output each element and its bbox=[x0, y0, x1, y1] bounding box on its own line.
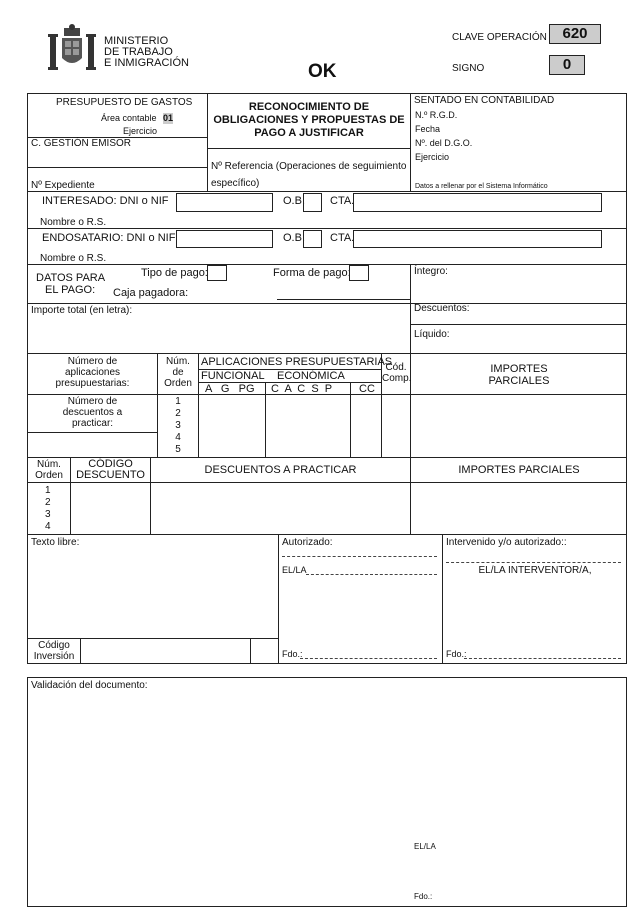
ministry-line-2: DE TRABAJO bbox=[104, 46, 173, 58]
desc-importes-parciales: IMPORTES PARCIALES bbox=[458, 464, 580, 476]
ministry-line-1: MINISTERIO bbox=[104, 35, 169, 47]
desc-num-orden-1: Núm. bbox=[37, 459, 61, 470]
sentado-label: SENTADO EN CONTABILIDAD bbox=[414, 95, 555, 106]
tipo-pago-label: Tipo de pago: bbox=[141, 267, 208, 279]
interesado-cta-field[interactable] bbox=[353, 193, 602, 212]
endosatario-cta-label: CTA. bbox=[330, 232, 355, 244]
texto-libre-label: Texto libre: bbox=[31, 537, 80, 548]
forma-pago-field[interactable] bbox=[349, 265, 369, 281]
datos-pago-label-2: EL PAGO: bbox=[45, 284, 96, 296]
codigo-descuento-2: DESCUENTO bbox=[76, 469, 145, 481]
liquido-label: Líquido: bbox=[414, 329, 450, 340]
aplicaciones-title: APLICACIONES PRESUPUESTARIAS bbox=[201, 356, 393, 368]
rgd-label: N.º R.G.D. bbox=[415, 110, 458, 120]
dgo-label: Nº. del D.G.O. bbox=[415, 138, 473, 148]
importes-parciales-label-1: IMPORTES bbox=[490, 363, 548, 375]
datos-pago-label-1: DATOS PARA bbox=[36, 272, 106, 284]
codigo-inversion-2: Inversión bbox=[33, 651, 75, 662]
funcional-cols: A G PG bbox=[205, 383, 255, 395]
interesado-cta-label: CTA. bbox=[330, 195, 355, 207]
form-title-line-3: PAGO A JUSTIFICAR bbox=[254, 127, 364, 139]
aplic-order-2: 2 bbox=[175, 408, 181, 419]
area-contable-label: Área contable bbox=[101, 113, 157, 123]
num-aplic-label-2: aplicaciones bbox=[64, 367, 121, 378]
aplic-order-5: 5 bbox=[175, 444, 181, 455]
importe-letra-label: Importe total (en letra): bbox=[31, 305, 133, 316]
endosatario-cta-field[interactable] bbox=[353, 230, 602, 248]
validacion-ella: EL/LA bbox=[414, 842, 436, 851]
economica-label: ECONÓMICA bbox=[277, 370, 345, 382]
codigo-inversion-1: Código bbox=[38, 640, 70, 651]
fecha-label: Fecha bbox=[415, 124, 441, 134]
num-desc-label-2: descuentos a bbox=[62, 407, 123, 418]
clave-operacion-label: CLAVE OPERACIÓN bbox=[452, 32, 547, 43]
interesado-label: INTERESADO: DNI o NIF bbox=[42, 195, 169, 207]
ministry-line-3: E INMIGRACIÓN bbox=[104, 57, 189, 69]
codigo-descuento-1: CÓDIGO bbox=[88, 458, 133, 470]
cc-label: CC bbox=[359, 383, 375, 395]
aplic-order-1: 1 bbox=[175, 396, 181, 407]
gestion-emisor-label: C. GESTIÓN EMISOR bbox=[31, 138, 132, 149]
cod-comp-label-1: Cód. bbox=[385, 362, 407, 373]
interventor-label: EL/LA INTERVENTOR/A, bbox=[478, 565, 592, 576]
desc-order-1: 1 bbox=[45, 485, 51, 496]
integro-label: Íntegro: bbox=[414, 266, 448, 277]
economica-cols: C A C S P bbox=[271, 383, 333, 395]
validacion-label: Validación del documento: bbox=[31, 680, 148, 691]
num-aplic-label-1: Número de bbox=[67, 356, 118, 367]
ejercicio-r-label: Ejercicio bbox=[415, 152, 450, 162]
validacion-fdo: Fdo.: bbox=[414, 892, 433, 901]
signo-label: SIGNO bbox=[452, 63, 485, 74]
ministry-logo bbox=[48, 24, 96, 74]
aplic-order-3: 3 bbox=[175, 420, 181, 431]
forma-pago-label: Forma de pago: bbox=[273, 267, 351, 279]
autorizado-ella: EL/LA bbox=[282, 565, 307, 575]
importes-parciales-label-2: PARCIALES bbox=[488, 375, 550, 387]
endosatario-ob-label: O.B. bbox=[283, 232, 306, 244]
datos-sistema-label: Datos a rellenar por el Sistema Informático bbox=[415, 183, 548, 190]
num-orden-label-3: Orden bbox=[164, 378, 192, 389]
signo-value: 0 bbox=[549, 55, 585, 75]
interesado-nombre-label: Nombre o R.S. bbox=[40, 217, 107, 228]
intervenido-label: Intervenido y/o autorizado:: bbox=[446, 537, 567, 548]
area-contable-value: 01 bbox=[163, 113, 174, 123]
ok-mark: OK bbox=[308, 61, 337, 82]
form-title-line-1: RECONOCIMIENTO DE bbox=[248, 101, 370, 113]
referencia-label-1: Nº Referencia (Operaciones de seguimiento bbox=[211, 161, 407, 172]
interesado-nif-field[interactable] bbox=[176, 193, 273, 212]
interventor-fdo: Fdo.: bbox=[446, 649, 467, 659]
clave-operacion-value: 620 bbox=[549, 24, 601, 44]
num-desc-label-3: practicar: bbox=[71, 418, 114, 429]
caja-pagadora-label: Caja pagadora: bbox=[113, 287, 189, 299]
aplic-order-4: 4 bbox=[175, 432, 181, 443]
interesado-ob-label: O.B. bbox=[283, 195, 306, 207]
num-orden-label-2: de bbox=[172, 367, 184, 378]
ejercicio-label: Ejercicio bbox=[123, 126, 158, 136]
validacion-box[interactable] bbox=[27, 677, 627, 907]
endosatario-nombre-label: Nombre o R.S. bbox=[40, 253, 107, 264]
tipo-pago-field[interactable] bbox=[207, 265, 227, 281]
endosatario-ob-field[interactable] bbox=[303, 230, 322, 248]
desc-num-orden-2: Orden bbox=[35, 470, 63, 481]
num-aplic-label-3: presupuestarias: bbox=[55, 378, 130, 389]
referencia-label-2: específico) bbox=[211, 178, 260, 189]
descuentos-label: Descuentos: bbox=[414, 303, 470, 314]
presupuesto-label: PRESUPUESTO DE GASTOS bbox=[56, 97, 193, 108]
autorizado-fdo: Fdo.: bbox=[282, 649, 303, 659]
funcional-label: FUNCIONAL bbox=[201, 370, 265, 382]
num-orden-label-1: Núm. bbox=[166, 356, 190, 367]
expediente-label: Nº Expediente bbox=[31, 180, 95, 191]
desc-order-2: 2 bbox=[45, 497, 51, 508]
desc-order-3: 3 bbox=[45, 509, 51, 520]
desc-order-4: 4 bbox=[45, 521, 51, 532]
endosatario-nif-field[interactable] bbox=[176, 230, 273, 248]
endosatario-label: ENDOSATARIO: DNI o NIF bbox=[42, 232, 176, 244]
cod-comp-label-2: Comp. bbox=[382, 373, 412, 384]
interesado-ob-field[interactable] bbox=[303, 193, 322, 212]
autorizado-label: Autorizado: bbox=[282, 537, 333, 548]
num-desc-label-1: Número de bbox=[67, 396, 118, 407]
form-title-line-2: OBLIGACIONES Y PROPUESTAS DE bbox=[213, 114, 405, 126]
descuentos-practicar-title: DESCUENTOS A PRACTICAR bbox=[204, 464, 357, 476]
